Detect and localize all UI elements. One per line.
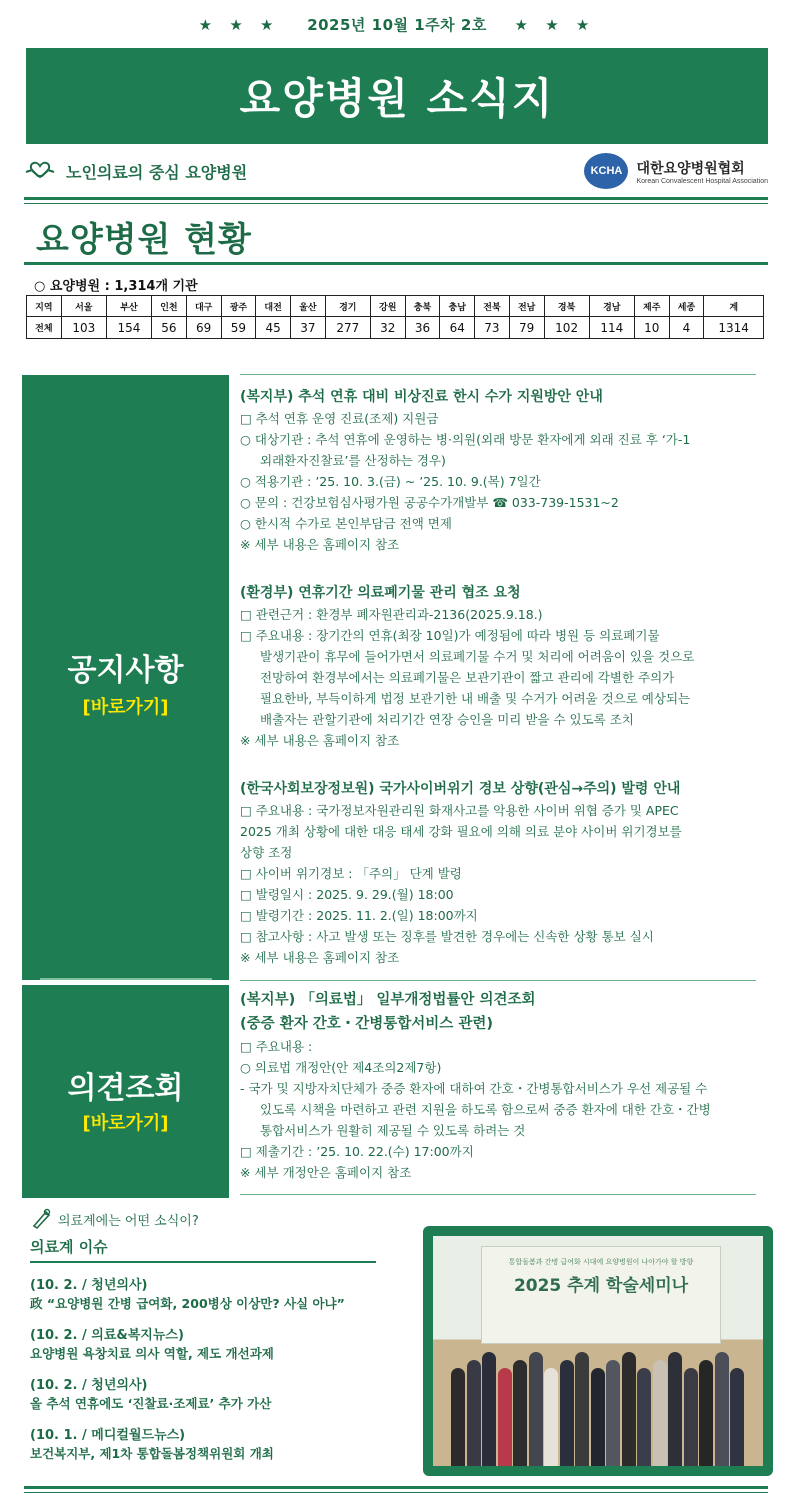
issue-source: (10. 1. / 메디컬월드뉴스) [30, 1428, 186, 1443]
issue-title[interactable]: 올 추석 연휴에도 ‘진찰료·조제료’ 추가 가산 [30, 1396, 272, 1411]
issue-source: (10. 2. / 의료&복지뉴스) [30, 1328, 184, 1343]
divider [24, 203, 768, 204]
region-header-cell: 광주 [221, 296, 256, 317]
region-value-cell: 103 [61, 317, 106, 339]
region-value-cell: 59 [221, 317, 256, 339]
region-header-cell: 경남 [589, 296, 634, 317]
notice-line: 배출자는 관할기관에 처리기간 연장 승인을 미리 받을 수 있도록 조치 [260, 712, 634, 727]
notice-line: ※ 세부 내용은 홈페이지 참조 [240, 950, 400, 965]
person-figure [684, 1368, 698, 1466]
region-value-cell: 73 [475, 317, 510, 339]
region-value-cell: 56 [152, 317, 187, 339]
region-header-cell: 전남 [509, 296, 544, 317]
region-value-cell: 79 [509, 317, 544, 339]
divider [24, 1492, 768, 1493]
notice-item [240, 386, 770, 555]
notice-line: ○ 문의 : 건강보험심사평가원 공공수가개발부 ☎ 033-739-1531~2 [240, 495, 619, 510]
issues-question [30, 1208, 390, 1230]
person-figure [622, 1352, 636, 1466]
person-figure [637, 1368, 651, 1466]
notice-title: (한국사회보장정보원) 국가사이버위기 경보 상향(관심→주의) 발령 안내 [240, 781, 681, 797]
divider [24, 262, 768, 265]
issue-title[interactable]: 요양병원 욕창치료 의사 역할, 제도 개선과제 [30, 1346, 274, 1361]
person-figure [575, 1352, 589, 1466]
region-value-cell: 154 [106, 317, 151, 339]
opinion-subtitle: (중증 환자 간호・간병통합서비스 관련) [240, 1016, 494, 1032]
region-header-row [27, 296, 764, 317]
stars-right-icon: ★ ★ ★ [514, 16, 596, 34]
issues-question-text: 의료계에는 어떤 소식이? [58, 1213, 199, 1229]
divider [240, 374, 756, 375]
issue-item[interactable] [30, 1327, 390, 1363]
opinion-line: - 국가 및 지방자치단체가 중증 환자에 대하여 간호・간병통합서비스가 우선 제공될 수 [240, 1081, 708, 1096]
issues-section [30, 1208, 390, 1463]
notice-line: ○ 대상기관 : 추석 연휴에 운영하는 병·의원(외래 방문 환자에게 외래 진료 후 ‘가-1 [240, 432, 691, 447]
banner-subtitle: 통합돌봄과 간병 급여화 시대에 요양병원이 나아가야 할 방향 [508, 1258, 694, 1266]
region-value-cell: 102 [544, 317, 589, 339]
opinion-line: □ 주요내용 : [240, 1039, 313, 1054]
divider [24, 1486, 768, 1489]
notice-line: □ 사이버 위기경보 : 「주의」 단계 발령 [240, 866, 462, 881]
notice-item [240, 778, 770, 968]
region-header-cell: 인천 [152, 296, 187, 317]
region-value-cell: 10 [634, 317, 669, 339]
notice-line: 상향 조정 [240, 845, 293, 860]
person-figure [730, 1368, 744, 1466]
opinion-line: □ 제출기간 : ’25. 10. 22.(수) 17:00까지 [240, 1144, 474, 1159]
region-value-cell: 45 [256, 317, 291, 339]
org-name-en: Korean Convalescent Hospital Association [636, 177, 768, 185]
person-figure [529, 1352, 543, 1466]
notice-heading: 공지사항 [67, 653, 184, 688]
person-figure [498, 1368, 512, 1466]
tagline-text: 노인의료의 중심 요양병원 [66, 162, 248, 182]
region-header-cell: 대전 [256, 296, 291, 317]
region-header-cell: 충북 [405, 296, 440, 317]
kcha-logo-icon: KCHA [584, 153, 628, 189]
region-value-cell: 4 [669, 317, 704, 339]
region-header-cell: 울산 [290, 296, 325, 317]
notice-line: □ 발령기간 : 2025. 11. 2.(일) 18:00까지 [240, 908, 478, 923]
divider [240, 1194, 756, 1195]
region-header-cell: 경북 [544, 296, 589, 317]
notice-line: □ 발령일시 : 2025. 9. 29.(월) 18:00 [240, 887, 454, 902]
notice-line: □ 참고사항 : 사고 발생 또는 징후를 발견한 경우에는 신속한 상황 통보 실시 [240, 929, 654, 944]
person-figure [606, 1360, 620, 1466]
opinion-line: 있도록 시책을 마련하고 관련 지원을 하도록 함으로써 중증 환자에 대한 간호・간병 [260, 1102, 711, 1117]
notice-link[interactable]: [바로가기] [82, 697, 169, 718]
person-figure [715, 1352, 729, 1466]
region-table [26, 295, 764, 339]
person-figure [482, 1352, 496, 1466]
opinion-link[interactable]: [바로가기] [82, 1113, 169, 1134]
region-header-cell: 계 [704, 296, 764, 317]
issue-item[interactable] [30, 1277, 390, 1313]
region-header-cell: 세종 [669, 296, 704, 317]
stars-left-icon: ★ ★ ★ [198, 16, 280, 34]
issues-heading: 의료계 이슈 [30, 1236, 376, 1263]
person-figure [668, 1352, 682, 1466]
opinion-heading: 의견조회 [67, 1071, 184, 1106]
issue-source: (10. 2. / 청년의사) [30, 1378, 148, 1393]
org-name: 대한요양병원협회 [636, 160, 745, 177]
notice-line: ※ 세부 내용은 홈페이지 참조 [240, 733, 400, 748]
issue-title[interactable]: 보건복지부, 제1차 통합돌봄정책위원회 개최 [30, 1446, 274, 1461]
title-banner [26, 48, 768, 144]
issue-item[interactable] [30, 1427, 390, 1463]
notice-line: □ 주요내용 : 장기간의 연휴(최장 10일)가 예정됨에 따라 병원 등 의료폐기물 [240, 628, 660, 643]
notice-item [240, 582, 770, 751]
notice-line: 외래환자진찰료’를 산정하는 경우) [260, 453, 446, 468]
tagline [24, 160, 247, 183]
opinion-line: 통합서비스가 원활히 제공될 수 있도록 하려는 것 [260, 1123, 526, 1138]
notice-line: ○ 적용기관 : ’25. 10. 3.(금) ~ ’25. 10. 9.(목) 7일간 [240, 474, 541, 489]
region-value-cell: 69 [186, 317, 221, 339]
org-brand [584, 153, 768, 189]
region-header-cell: 제주 [634, 296, 669, 317]
notice-title: (복지부) 추석 연휴 대비 비상진료 한시 수가 지원방안 안내 [240, 389, 603, 405]
seminar-photo-frame [423, 1226, 773, 1476]
hospital-count: ○ 요양병원 : 1,314개 기관 [34, 279, 198, 294]
notice-line: 2025 개최 상황에 대한 대응 태세 강화 필요에 의해 의료 분야 사이버 위기경보를 [240, 824, 682, 839]
banner-title: 2025 추계 학술세미나 [513, 1276, 689, 1296]
seminar-banner [481, 1246, 721, 1344]
person-figure [699, 1360, 713, 1466]
region-value-row [27, 317, 764, 339]
issue-number: 2025년 10월 1주차 2호 [307, 16, 487, 34]
notice-sidebar [22, 375, 229, 980]
opinion-title: (복지부) 「의료법」 일부개정법률안 의견조회 [240, 992, 536, 1008]
region-value-cell: 64 [440, 317, 475, 339]
region-header-cell: 경기 [325, 296, 370, 317]
region-header-cell: 지역 [27, 296, 62, 317]
pen-icon [30, 1208, 52, 1230]
subtitle-row [24, 150, 768, 192]
person-figure [591, 1368, 605, 1466]
handshake-heart-icon [24, 160, 56, 182]
person-figure [560, 1360, 574, 1466]
notice-line: 전망하여 환경부에서는 의료폐기물은 보관기관이 짧고 관리에 각별한 주의가 [260, 670, 675, 685]
region-header-cell: 강원 [370, 296, 405, 317]
divider [24, 197, 768, 200]
region-value-cell: 32 [370, 317, 405, 339]
issue-title[interactable]: 政 “요양병원 간병 급여화, 200병상 이상만? 사실 아냐” [30, 1296, 345, 1311]
issue-item[interactable] [30, 1377, 390, 1413]
region-header-cell: 서울 [61, 296, 106, 317]
opinion-sidebar [22, 985, 229, 1198]
region-value-cell: 36 [405, 317, 440, 339]
notice-line: □ 추석 연휴 운영 진료(조제) 지원금 [240, 411, 439, 426]
opinion-line: ※ 세부 개정안은 홈페이지 참조 [240, 1165, 412, 1180]
opinion-item [240, 988, 770, 1183]
person-figure [451, 1368, 465, 1466]
region-header-cell: 충남 [440, 296, 475, 317]
region-header-cell: 전북 [475, 296, 510, 317]
issue-line [0, 14, 794, 35]
region-value-cell: 1314 [704, 317, 764, 339]
person-figure [513, 1360, 527, 1466]
region-value-cell: 37 [290, 317, 325, 339]
opinion-line: ○ 의료법 개정안(안 제4조의2제7항) [240, 1060, 442, 1075]
person-figure [544, 1368, 558, 1466]
notice-line: □ 관련근거 : 환경부 폐자원관리과-2136(2025.9.18.) [240, 607, 543, 622]
region-header-cell: 대구 [186, 296, 221, 317]
seminar-photo[interactable] [433, 1236, 763, 1466]
region-value-cell: 114 [589, 317, 634, 339]
divider [240, 980, 756, 981]
issue-source: (10. 2. / 청년의사) [30, 1278, 148, 1293]
notice-line: ○ 한시적 수가로 본인부담금 전액 면제 [240, 516, 452, 531]
notice-line: □ 주요내용 : 국가정보자원관리원 화재사고를 악용한 사이버 위협 증가 및 APEC [240, 803, 679, 818]
region-value-cell: 전체 [27, 317, 62, 339]
newsletter-title: 요양병원 소식지 [239, 74, 555, 123]
notice-line: 발생기관이 휴무에 들어가면서 의료폐기물 수거 및 처리에 어려움이 있을 것으로 [260, 649, 695, 664]
notice-line: ※ 세부 내용은 홈페이지 참조 [240, 537, 400, 552]
status-title: 요양병원 현황 [36, 220, 252, 260]
notice-line: 필요한바, 부득이하게 법정 보관기한 내 배출 및 수거가 어려울 것으로 예상되는 [260, 691, 691, 706]
notice-title: (환경부) 연휴기간 의료폐기물 관리 협조 요청 [240, 585, 521, 601]
person-figure [653, 1360, 667, 1466]
region-value-cell: 277 [325, 317, 370, 339]
person-figure [467, 1360, 481, 1466]
divider [40, 978, 212, 980]
region-header-cell: 부산 [106, 296, 151, 317]
